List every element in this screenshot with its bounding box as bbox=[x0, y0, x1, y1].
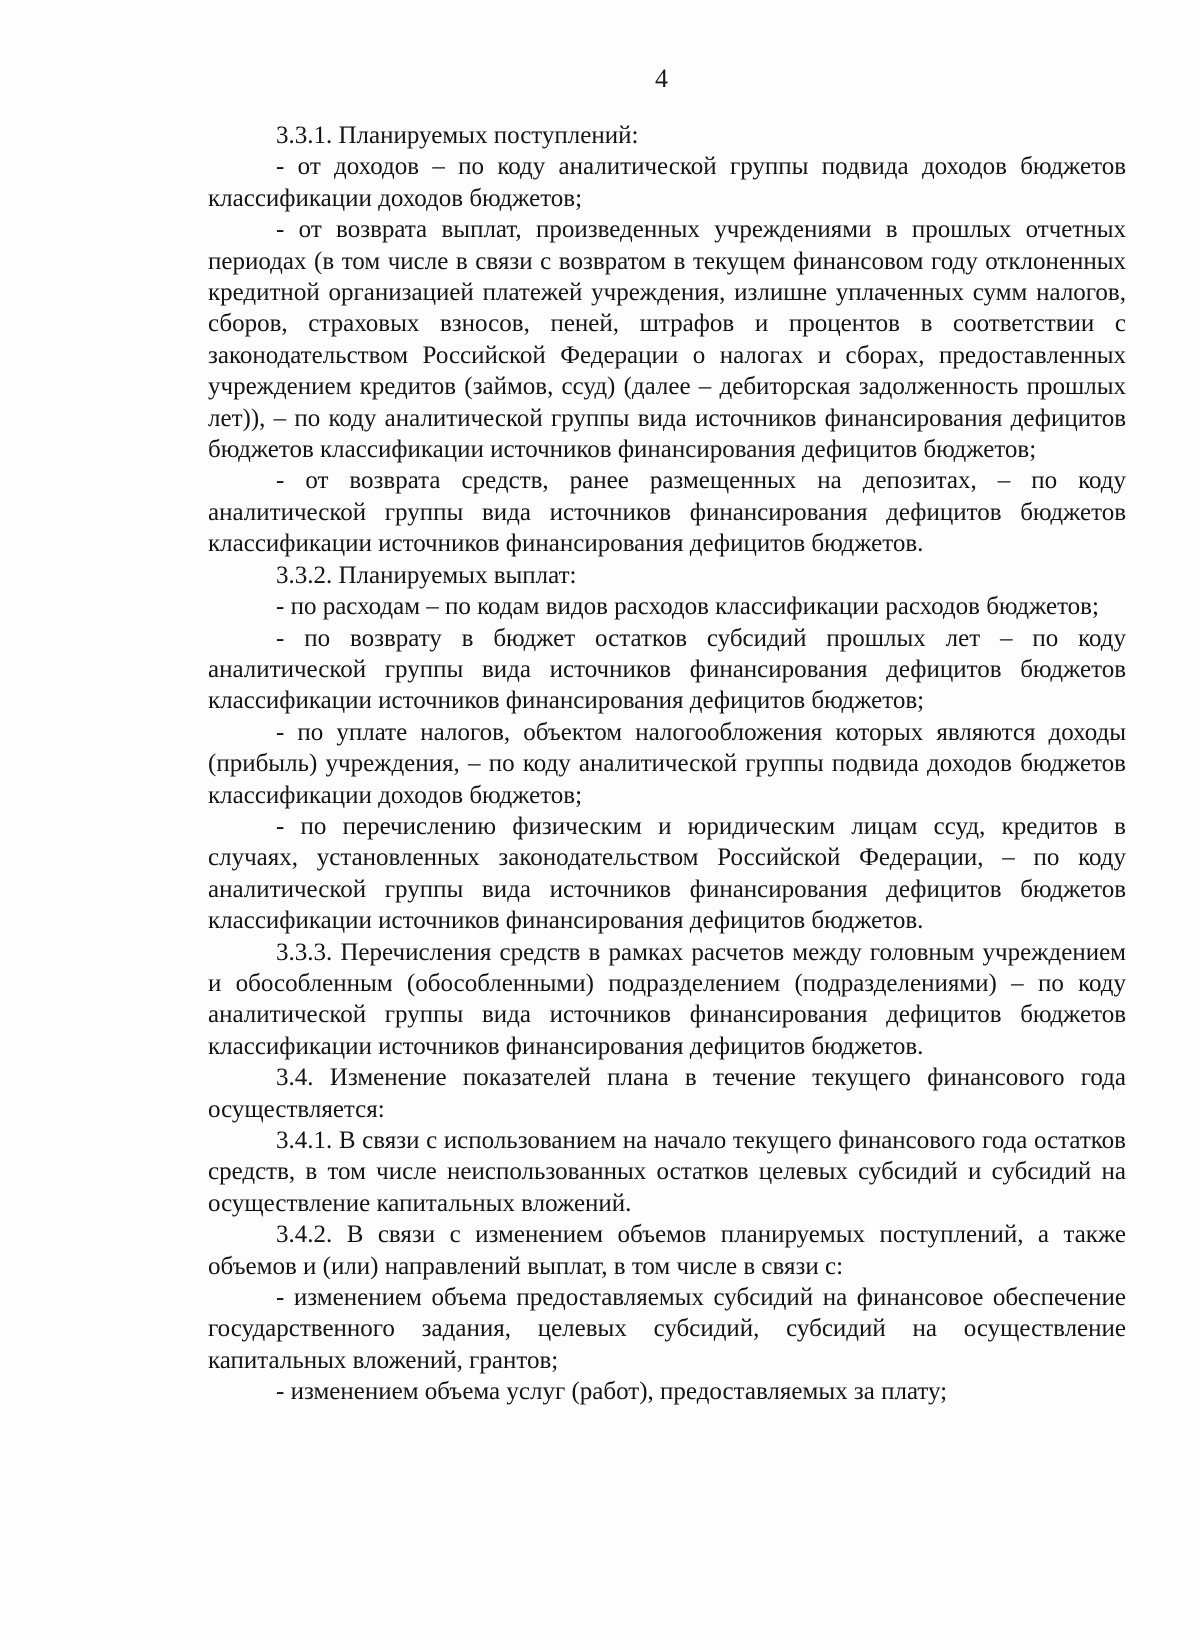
page-number: 4 bbox=[655, 64, 668, 93]
list-item-refund-of-payments: - от возврата выплат, произведенных учреждениями в прошлых отчетных периодах (в том числе в связи с возвратом в текущем финансовом году отклоненных кредитной организацией платежей учреждения, излишне уплаченных сумм налогов, сборов, страховых взносов, пеней, штрафов и процентов в соответствии с законодательством Российской Федерации о налогах и сборах, предоставленных учреждением кредитов (займов, ссуд) (далее – дебиторская задолженность прошлых лет)), – по коду аналитической группы вида источников финансирования дефицитов бюджетов классификации источников финансирования дефицитов бюджетов; bbox=[208, 216, 1126, 464]
list-item-tax-payment: - по уплате налогов, объектом налогообложения которых являются доходы (прибыль) учреждения, – по коду аналитической группы подвида доходов бюджетов классификации доходов бюджетов; bbox=[208, 718, 1126, 809]
clause-3-3-2-heading: 3.3.2. Планируемых выплат: bbox=[276, 561, 577, 589]
document-body bbox=[208, 120, 1126, 1408]
list-item-income: - от доходов – по коду аналитической группы подвида доходов бюджетов классификации доходов бюджетов; bbox=[208, 153, 1126, 212]
list-item-paid-services-change: - изменением объема услуг (работ), предоставляемых за плату; bbox=[276, 1378, 948, 1406]
clause-3-4-2: 3.4.2. В связи с изменением объемов планируемых поступлений, а также объемов и (или) направлений выплат, в том числе в связи с: bbox=[208, 1221, 1126, 1280]
list-item-subsidy-return: - по возврату в бюджет остатков субсидий прошлых лет – по коду аналитической группы вида источников финансирования дефицитов бюджетов классификации источников финансирования дефицитов бюджетов; bbox=[208, 624, 1126, 715]
list-item-deposit-return: - от возврата средств, ранее размещенных на депозитах, – по коду аналитической группы вида источников финансирования дефицитов бюджетов классификации источников финансирования дефицитов бюджетов. bbox=[208, 467, 1126, 558]
clause-3-3-3: 3.3.3. Перечисления средств в рамках расчетов между головным учреждением и обособленным (обособленными) подразделением (подразделениями) – по коду аналитической группы вида источников финансирования дефицитов бюджетов классификации источников финансирования дефицитов бюджетов. bbox=[208, 938, 1126, 1060]
clause-3-4: 3.4. Изменение показателей плана в течение текущего финансового года осуществляется: bbox=[208, 1064, 1126, 1123]
list-item-loans-transfer: - по перечислению физическим и юридическим лицам ссуд, кредитов в случаях, установленных законодательством Российской Федерации, – по коду аналитической группы вида источников финансирования дефицитов бюджетов классификации источников финансирования дефицитов бюджетов. bbox=[208, 812, 1126, 935]
clause-3-4-1: 3.4.1. В связи с использованием на начало текущего финансового года остатков средств, в том числе неиспользованных остатков целевых субсидий и субсидий на осуществление капитальных вложений. bbox=[208, 1127, 1126, 1217]
clause-3-3-1-heading: 3.3.1. Планируемых поступлений: bbox=[276, 122, 639, 149]
list-item-expenses: - по расходам – по кодам видов расходов классификации расходов бюджетов; bbox=[276, 593, 1099, 621]
list-item-subsidy-change: - изменением объема предоставляемых субсидий на финансовое обеспечение государственного задания, целевых субсидий, субсидий на осуществление капитальных вложений, грантов; bbox=[208, 1284, 1126, 1374]
